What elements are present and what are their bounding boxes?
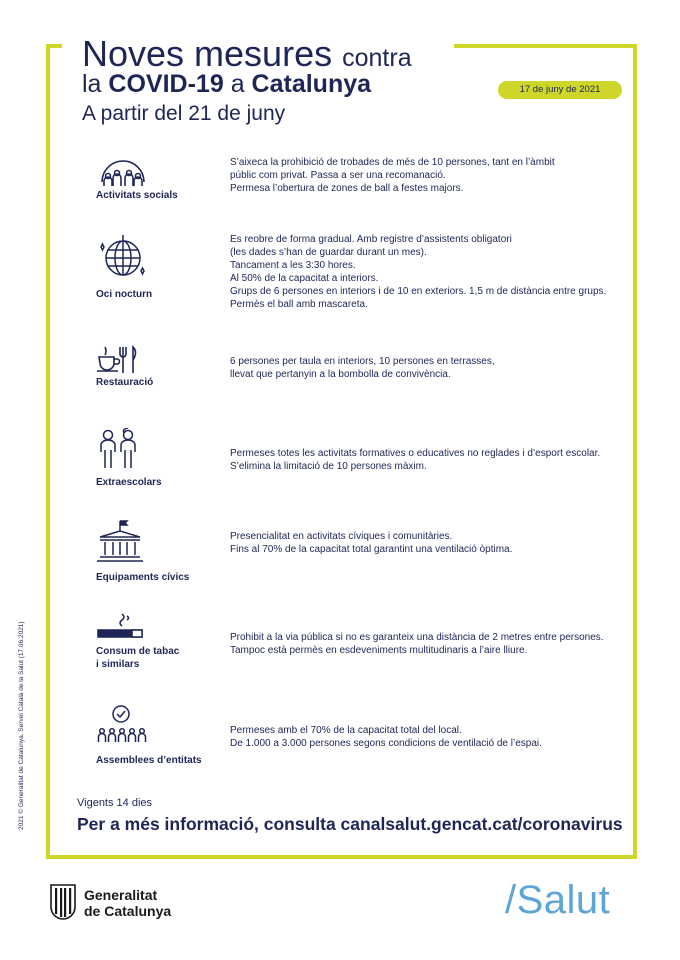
title-line1-b: contra <box>342 44 412 72</box>
generalitat-logo-icon <box>50 884 76 920</box>
title-line2-a: la <box>82 70 102 98</box>
measure-description: Permeses totes les activitats formatives o educatives no reglades i d’esport escolar. S’elimina la limitació de 10 persones màxim. <box>230 448 601 472</box>
frame-bottom <box>46 855 637 859</box>
frame-right <box>633 44 637 859</box>
date-badge: 17 de juny de 2021 <box>498 81 622 99</box>
measure-description: Presencialitat en activitats cíviques i comunitàries. Fins al 70% de la capacitat total garantint una ventilació òptima. <box>230 531 513 555</box>
cigarette-icon <box>96 612 150 642</box>
validity-text: Vigents 14 dies <box>77 797 153 809</box>
cup-cutlery-icon <box>96 345 150 375</box>
measure-description: S’aixeca la prohibició de trobades de més de 10 persones, tant en l’àmbit públic com privat. Passa a ser una recomanació. Permesa l’obertura de zones de ball a festes majors. <box>230 157 555 194</box>
measure-label: Assemblees d’entitats <box>96 755 202 766</box>
measure-label: Oci nocturn <box>96 289 153 300</box>
title-line2-b: COVID-19 <box>108 70 224 98</box>
measure-label: Extraescolars <box>96 477 162 488</box>
page-title <box>82 33 452 125</box>
copyright-text: 2021 © Generalitat de Catalunya. Servei Català de la Salut (17.06.2021) <box>18 621 25 830</box>
frame-left <box>46 44 50 859</box>
disco-ball-icon <box>96 233 150 281</box>
generalitat-name: Generalitat de Catalunya <box>84 887 172 919</box>
title-line2-d: Catalunya <box>251 70 372 98</box>
measure-description: 6 persones per taula en interiors, 10 persones en terrasses, llevat que pertanyin a la bombolla de convivència. <box>230 356 495 380</box>
page-subtitle: A partir del 21 de juny <box>82 102 286 125</box>
assembly-check-icon <box>96 704 150 746</box>
measure-label: Restauració <box>96 377 154 388</box>
measure-description: Es reobre de forma gradual. Amb registre d’assistents obligatori (les dades s’han de guardar durant un mes). Tancament a les 3:30 hores. Al 50% de la capacitat a interiors. Grups de 6 persones en interiors i de 10 en exteriors. 1,5 m de distància entre grups. Permès el ball amb mascareta. <box>230 234 607 310</box>
measure-description: Prohibit a la via pública si no es garanteix una distància de 2 metres entre persones. Tampoc està permès en esdeveniments multitudinaris a l’aire lliure. <box>230 632 604 656</box>
measure-description: Permeses amb el 70% de la capacitat total del local. De 1.000 a 3.000 persones segons condicions de ventilació de l’espai. <box>230 725 542 749</box>
children-icon <box>96 428 150 470</box>
title-line1-a: Noves mesures <box>82 33 333 74</box>
civic-building-icon <box>96 519 150 565</box>
measure-label: Activitats socials <box>96 190 178 201</box>
frame-top-right <box>454 44 637 48</box>
measure-label: Consum de tabac i similars <box>96 646 180 670</box>
title-line2-c: a <box>230 70 245 98</box>
salut-logo: /Salut <box>505 878 611 922</box>
measure-label: Equipaments cívics <box>96 572 190 583</box>
info-link-text: Per a més informació, consulta canalsalut.gencat.cat/coronavirus <box>77 814 623 834</box>
